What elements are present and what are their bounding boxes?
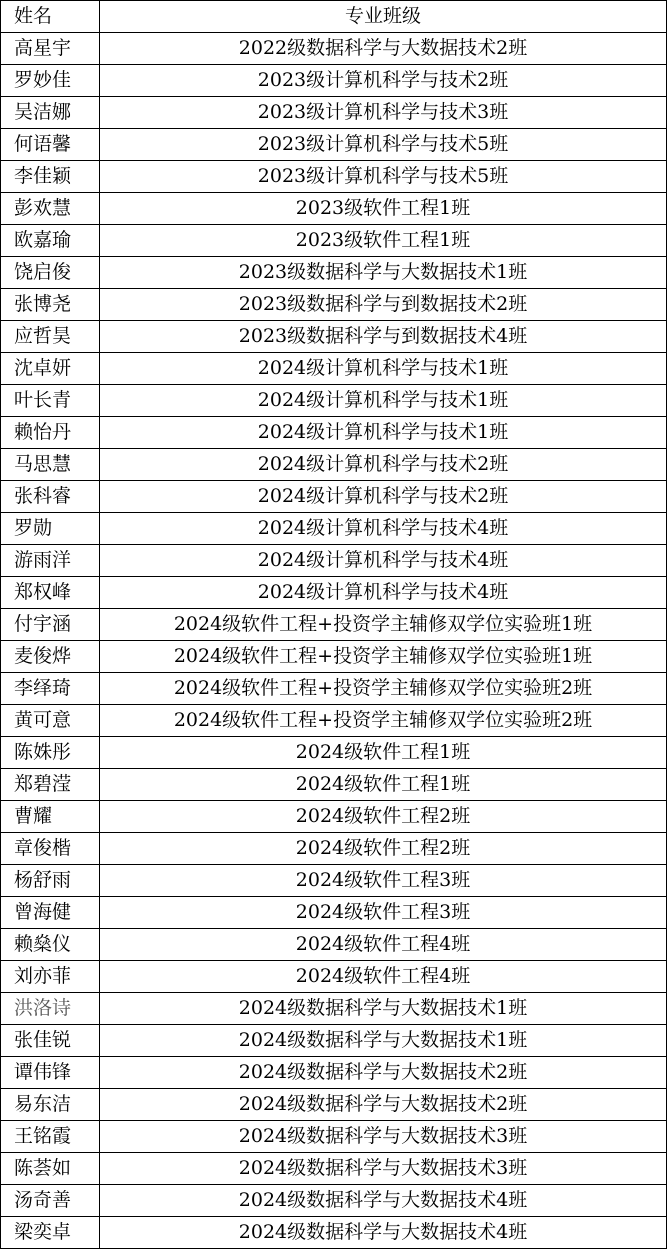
table-row <box>1 257 667 289</box>
student-name-cell: 李绎琦 <box>1 673 100 705</box>
student-name-cell: 张佳锐 <box>1 1025 100 1057</box>
student-name-cell: 叶长青 <box>1 385 100 417</box>
major-class-cell: 2024级数据科学与大数据技术4班 <box>100 1185 667 1217</box>
table-row <box>1 1217 667 1249</box>
table-row <box>1 961 667 993</box>
major-class-cell: 2024级软件工程1班 <box>100 737 667 769</box>
major-class-cell: 2024级数据科学与大数据技术3班 <box>100 1153 667 1185</box>
student-name-cell: 应哲昊 <box>1 321 100 353</box>
student-name-cell: 陈荟如 <box>1 1153 100 1185</box>
major-column-header: 专业班级 <box>100 1 667 33</box>
major-class-cell: 2024级计算机科学与技术1班 <box>100 353 667 385</box>
table-row <box>1 1121 667 1153</box>
table-row <box>1 1089 667 1121</box>
table-row <box>1 1185 667 1217</box>
student-name-cell: 易东洁 <box>1 1089 100 1121</box>
major-class-cell: 2022级数据科学与大数据技术2班 <box>100 33 667 65</box>
table-row <box>1 993 667 1025</box>
table-row <box>1 385 667 417</box>
table-row <box>1 161 667 193</box>
major-class-cell: 2024级数据科学与大数据技术1班 <box>100 993 667 1025</box>
student-name-cell: 张博尧 <box>1 289 100 321</box>
table-row <box>1 609 667 641</box>
major-class-cell: 2024级计算机科学与技术4班 <box>100 513 667 545</box>
major-class-cell: 2024级数据科学与大数据技术2班 <box>100 1089 667 1121</box>
table-row <box>1 1057 667 1089</box>
table-row <box>1 1153 667 1185</box>
student-name-cell: 曹耀 <box>1 801 100 833</box>
table-row <box>1 289 667 321</box>
table-row <box>1 705 667 737</box>
table-row <box>1 321 667 353</box>
major-class-cell: 2024级数据科学与大数据技术2班 <box>100 1057 667 1089</box>
major-class-cell: 2023级计算机科学与技术5班 <box>100 161 667 193</box>
major-class-cell: 2024级计算机科学与技术4班 <box>100 577 667 609</box>
table-row <box>1 417 667 449</box>
student-name-cell: 沈卓妍 <box>1 353 100 385</box>
major-class-cell: 2024级计算机科学与技术4班 <box>100 545 667 577</box>
student-name-cell: 高星宇 <box>1 33 100 65</box>
table-row <box>1 897 667 929</box>
major-class-cell: 2024级软件工程3班 <box>100 897 667 929</box>
student-name-cell: 吴洁娜 <box>1 97 100 129</box>
table-row <box>1 449 667 481</box>
student-name-cell: 赖怡丹 <box>1 417 100 449</box>
major-class-cell: 2023级软件工程1班 <box>100 193 667 225</box>
major-class-cell: 2024级计算机科学与技术1班 <box>100 417 667 449</box>
major-class-cell: 2024级软件工程4班 <box>100 961 667 993</box>
student-name-cell: 梁奕卓 <box>1 1217 100 1249</box>
student-name-cell: 李佳颖 <box>1 161 100 193</box>
major-class-cell: 2024级软件工程+投资学主辅修双学位实验班1班 <box>100 609 667 641</box>
table-row <box>1 97 667 129</box>
major-class-cell: 2023级计算机科学与技术5班 <box>100 129 667 161</box>
student-name-cell: 曾海健 <box>1 897 100 929</box>
student-name-cell: 欧嘉瑜 <box>1 225 100 257</box>
major-class-cell: 2023级数据科学与大数据技术1班 <box>100 257 667 289</box>
student-name-cell: 饶启俊 <box>1 257 100 289</box>
student-name-cell: 付宇涵 <box>1 609 100 641</box>
name-column-header: 姓名 <box>1 1 100 33</box>
table-row <box>1 513 667 545</box>
table-row <box>1 1025 667 1057</box>
table-row <box>1 801 667 833</box>
major-class-cell: 2024级计算机科学与技术2班 <box>100 481 667 513</box>
table-row <box>1 193 667 225</box>
table-row <box>1 353 667 385</box>
table-row <box>1 65 667 97</box>
table-row <box>1 769 667 801</box>
table-header-row <box>1 1 667 33</box>
major-class-cell: 2024级数据科学与大数据技术1班 <box>100 1025 667 1057</box>
table-row <box>1 545 667 577</box>
student-name-cell: 赖燊仪 <box>1 929 100 961</box>
major-class-cell: 2024级软件工程2班 <box>100 801 667 833</box>
student-name-cell: 陈姝彤 <box>1 737 100 769</box>
student-name-cell: 罗勋 <box>1 513 100 545</box>
student-name-cell: 何语馨 <box>1 129 100 161</box>
table-row <box>1 929 667 961</box>
major-class-cell: 2024级软件工程4班 <box>100 929 667 961</box>
student-name-cell: 郑权峰 <box>1 577 100 609</box>
student-name-cell: 王铭霞 <box>1 1121 100 1153</box>
table-row <box>1 737 667 769</box>
major-class-cell: 2024级软件工程2班 <box>100 833 667 865</box>
table-row <box>1 481 667 513</box>
student-name-cell: 黄可意 <box>1 705 100 737</box>
student-name-cell: 彭欢慧 <box>1 193 100 225</box>
table-row <box>1 833 667 865</box>
major-class-cell: 2024级计算机科学与技术2班 <box>100 449 667 481</box>
table-row <box>1 641 667 673</box>
student-name-cell: 汤奇善 <box>1 1185 100 1217</box>
student-name-cell: 游雨洋 <box>1 545 100 577</box>
table-row <box>1 865 667 897</box>
major-class-cell: 2024级数据科学与大数据技术3班 <box>100 1121 667 1153</box>
major-class-cell: 2023级计算机科学与技术2班 <box>100 65 667 97</box>
table-row <box>1 225 667 257</box>
student-name-cell: 洪洛诗 <box>1 993 100 1025</box>
student-name-cell: 马思慧 <box>1 449 100 481</box>
student-name-cell: 刘亦菲 <box>1 961 100 993</box>
student-name-cell: 张科睿 <box>1 481 100 513</box>
major-class-cell: 2023级数据科学与到数据技术4班 <box>100 321 667 353</box>
table-row <box>1 129 667 161</box>
student-name-cell: 麦俊烨 <box>1 641 100 673</box>
major-class-cell: 2024级软件工程+投资学主辅修双学位实验班2班 <box>100 673 667 705</box>
major-class-cell: 2023级数据科学与到数据技术2班 <box>100 289 667 321</box>
major-class-cell: 2024级软件工程1班 <box>100 769 667 801</box>
major-class-cell: 2023级计算机科学与技术3班 <box>100 97 667 129</box>
student-name-cell: 罗妙佳 <box>1 65 100 97</box>
major-class-cell: 2024级数据科学与大数据技术4班 <box>100 1217 667 1249</box>
major-class-cell: 2024级软件工程3班 <box>100 865 667 897</box>
major-class-cell: 2024级软件工程+投资学主辅修双学位实验班1班 <box>100 641 667 673</box>
table-body <box>1 33 667 1249</box>
major-class-cell: 2023级软件工程1班 <box>100 225 667 257</box>
student-name-cell: 谭伟锋 <box>1 1057 100 1089</box>
major-class-cell: 2024级软件工程+投资学主辅修双学位实验班2班 <box>100 705 667 737</box>
table-row <box>1 673 667 705</box>
table-row <box>1 33 667 65</box>
table-row <box>1 577 667 609</box>
major-class-cell: 2024级计算机科学与技术1班 <box>100 385 667 417</box>
student-name-cell: 章俊楷 <box>1 833 100 865</box>
student-name-cell: 郑碧滢 <box>1 769 100 801</box>
student-name-cell: 杨舒雨 <box>1 865 100 897</box>
